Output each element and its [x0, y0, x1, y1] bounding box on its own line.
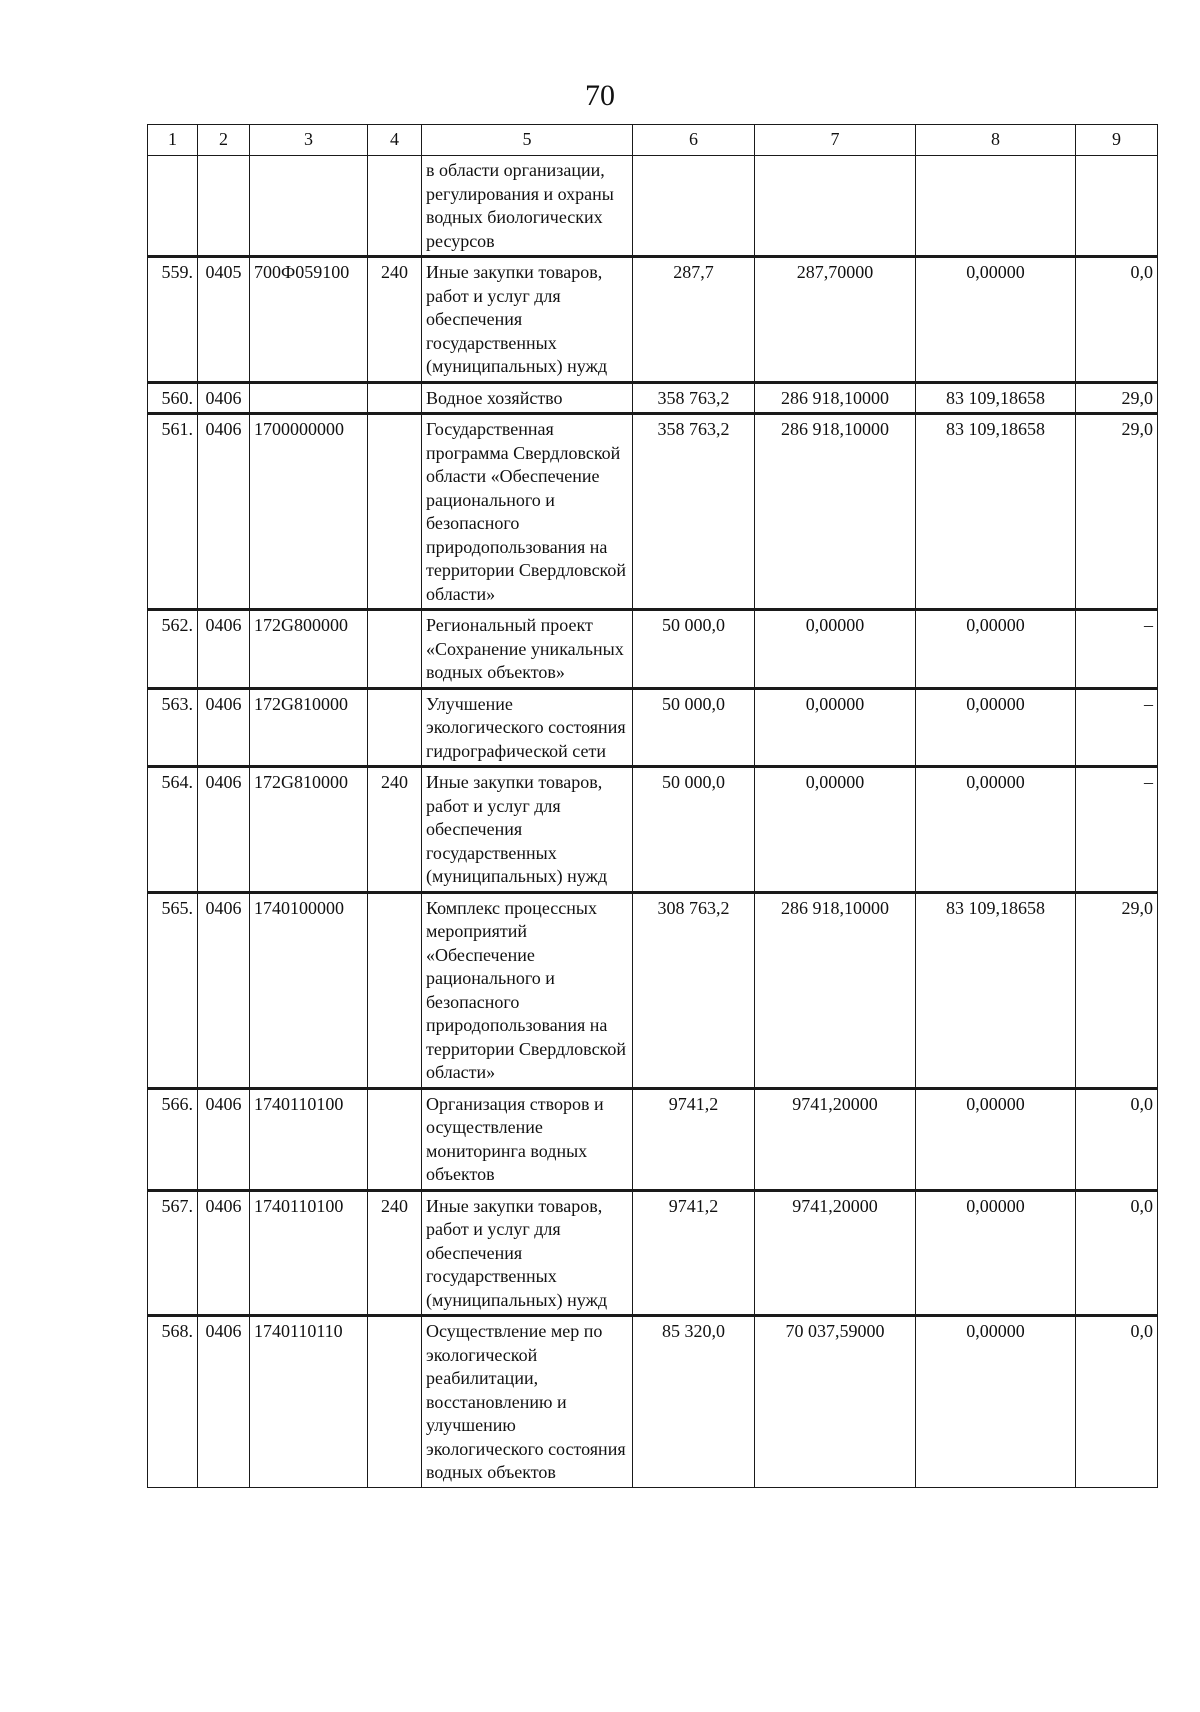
section-code-cell [198, 156, 250, 257]
description-cell: Региональный проект «Сохранение уникальных водных объектов» [422, 610, 633, 689]
amount-cell: 358 763,2 [633, 414, 755, 610]
expense-type-cell: 240 [368, 767, 422, 893]
amount-cell: 286 918,10000 [755, 892, 916, 1088]
table-row [148, 382, 1158, 414]
description-cell: Комплекс процессных мероприятий «Обеспечение рационального и безопасного природопользования на территории Свердловской области» [422, 892, 633, 1088]
table-row [148, 1190, 1158, 1316]
row-number-cell: 566. [148, 1088, 198, 1190]
percent-cell: – [1076, 767, 1158, 893]
table-row [148, 1316, 1158, 1488]
row-number-cell: 564. [148, 767, 198, 893]
row-number-cell: 562. [148, 610, 198, 689]
amount-cell: 0,00000 [916, 257, 1076, 383]
target-article-cell: 1740110100 [250, 1190, 368, 1316]
table-row [148, 156, 1158, 257]
section-code-cell: 0406 [198, 767, 250, 893]
section-code-cell: 0406 [198, 892, 250, 1088]
amount-cell: 286 918,10000 [755, 414, 916, 610]
amount-cell: 0,00000 [916, 767, 1076, 893]
expense-type-cell: 240 [368, 1190, 422, 1316]
amount-cell: 50 000,0 [633, 767, 755, 893]
amount-cell: 308 763,2 [633, 892, 755, 1088]
description-cell: Улучшение экологического состояния гидрографической сети [422, 688, 633, 767]
amount-cell: 50 000,0 [633, 610, 755, 689]
section-code-cell: 0406 [198, 1190, 250, 1316]
amount-cell: 0,00000 [916, 1088, 1076, 1190]
section-code-cell: 0406 [198, 688, 250, 767]
percent-cell: 0,0 [1076, 257, 1158, 383]
description-cell: в области организации, регулирования и охраны водных биологических ресурсов [422, 156, 633, 257]
amount-cell: 83 109,18658 [916, 414, 1076, 610]
table-row [148, 767, 1158, 893]
column-header: 6 [633, 125, 755, 156]
amount-cell: 0,00000 [755, 767, 916, 893]
column-header: 3 [250, 125, 368, 156]
budget-table [147, 124, 1158, 1488]
percent-cell: 0,0 [1076, 1088, 1158, 1190]
amount-cell: 0,00000 [755, 688, 916, 767]
row-number-cell: 567. [148, 1190, 198, 1316]
column-header: 4 [368, 125, 422, 156]
column-header: 8 [916, 125, 1076, 156]
amount-cell: 286 918,10000 [755, 382, 916, 414]
description-cell: Иные закупки товаров, работ и услуг для обеспечения государственных (муниципальных) нужд [422, 767, 633, 893]
amount-cell: 50 000,0 [633, 688, 755, 767]
table-row [148, 1088, 1158, 1190]
target-article-cell [250, 156, 368, 257]
expense-type-cell [368, 156, 422, 257]
expense-type-cell [368, 688, 422, 767]
table-row [148, 688, 1158, 767]
table-row [148, 414, 1158, 610]
percent-cell: 0,0 [1076, 1316, 1158, 1488]
amount-cell [755, 156, 916, 257]
amount-cell: 9741,2 [633, 1088, 755, 1190]
row-number-cell: 560. [148, 382, 198, 414]
amount-cell: 358 763,2 [633, 382, 755, 414]
target-article-cell: 172G810000 [250, 767, 368, 893]
expense-type-cell [368, 414, 422, 610]
percent-cell: – [1076, 610, 1158, 689]
section-code-cell: 0405 [198, 257, 250, 383]
description-cell: Осуществление мер по экологической реабилитации, восстановлению и улучшению экологического состояния водных объектов [422, 1316, 633, 1488]
amount-cell: 0,00000 [916, 610, 1076, 689]
expense-type-cell [368, 1316, 422, 1488]
row-number-cell: 561. [148, 414, 198, 610]
target-article-cell [250, 382, 368, 414]
amount-cell: 287,7 [633, 257, 755, 383]
target-article-cell: 1740100000 [250, 892, 368, 1088]
target-article-cell: 1740110110 [250, 1316, 368, 1488]
amount-cell [916, 156, 1076, 257]
amount-cell [633, 156, 755, 257]
section-code-cell: 0406 [198, 1088, 250, 1190]
expense-type-cell [368, 382, 422, 414]
section-code-cell: 0406 [198, 610, 250, 689]
amount-cell: 0,00000 [916, 1316, 1076, 1488]
amount-cell: 0,00000 [916, 1190, 1076, 1316]
description-cell: Водное хозяйство [422, 382, 633, 414]
table-body [148, 156, 1158, 1488]
percent-cell: 0,0 [1076, 1190, 1158, 1316]
target-article-cell: 700Ф059100 [250, 257, 368, 383]
target-article-cell: 1700000000 [250, 414, 368, 610]
amount-cell: 83 109,18658 [916, 382, 1076, 414]
percent-cell: 29,0 [1076, 892, 1158, 1088]
column-header: 2 [198, 125, 250, 156]
amount-cell: 9741,20000 [755, 1088, 916, 1190]
amount-cell: 83 109,18658 [916, 892, 1076, 1088]
column-header: 5 [422, 125, 633, 156]
expense-type-cell: 240 [368, 257, 422, 383]
column-header: 1 [148, 125, 198, 156]
amount-cell: 0,00000 [755, 610, 916, 689]
page-number: 70 [585, 79, 615, 112]
percent-cell [1076, 156, 1158, 257]
amount-cell: 85 320,0 [633, 1316, 755, 1488]
description-cell: Организация створов и осуществление мониторинга водных объектов [422, 1088, 633, 1190]
table-row [148, 257, 1158, 383]
row-number-cell: 565. [148, 892, 198, 1088]
description-cell: Иные закупки товаров, работ и услуг для обеспечения государственных (муниципальных) нужд [422, 1190, 633, 1316]
amount-cell: 70 037,59000 [755, 1316, 916, 1488]
section-code-cell: 0406 [198, 414, 250, 610]
description-cell: Иные закупки товаров, работ и услуг для обеспечения государственных (муниципальных) нужд [422, 257, 633, 383]
percent-cell: 29,0 [1076, 414, 1158, 610]
header-row [148, 125, 1158, 156]
row-number-cell: 563. [148, 688, 198, 767]
amount-cell: 0,00000 [916, 688, 1076, 767]
row-number-cell: 559. [148, 257, 198, 383]
expense-type-cell [368, 1088, 422, 1190]
table-row [148, 892, 1158, 1088]
amount-cell: 9741,2 [633, 1190, 755, 1316]
expense-type-cell [368, 892, 422, 1088]
row-number-cell [148, 156, 198, 257]
column-header: 9 [1076, 125, 1158, 156]
section-code-cell: 0406 [198, 382, 250, 414]
amount-cell: 287,70000 [755, 257, 916, 383]
amount-cell: 9741,20000 [755, 1190, 916, 1316]
section-code-cell: 0406 [198, 1316, 250, 1488]
column-header: 7 [755, 125, 916, 156]
description-cell: Государственная программа Свердловской области «Обеспечение рационального и безопасного природопользования на территории Свердловской области» [422, 414, 633, 610]
percent-cell: – [1076, 688, 1158, 767]
expense-type-cell [368, 610, 422, 689]
percent-cell: 29,0 [1076, 382, 1158, 414]
target-article-cell: 172G810000 [250, 688, 368, 767]
target-article-cell: 172G800000 [250, 610, 368, 689]
row-number-cell: 568. [148, 1316, 198, 1488]
table-row [148, 610, 1158, 689]
target-article-cell: 1740110100 [250, 1088, 368, 1190]
